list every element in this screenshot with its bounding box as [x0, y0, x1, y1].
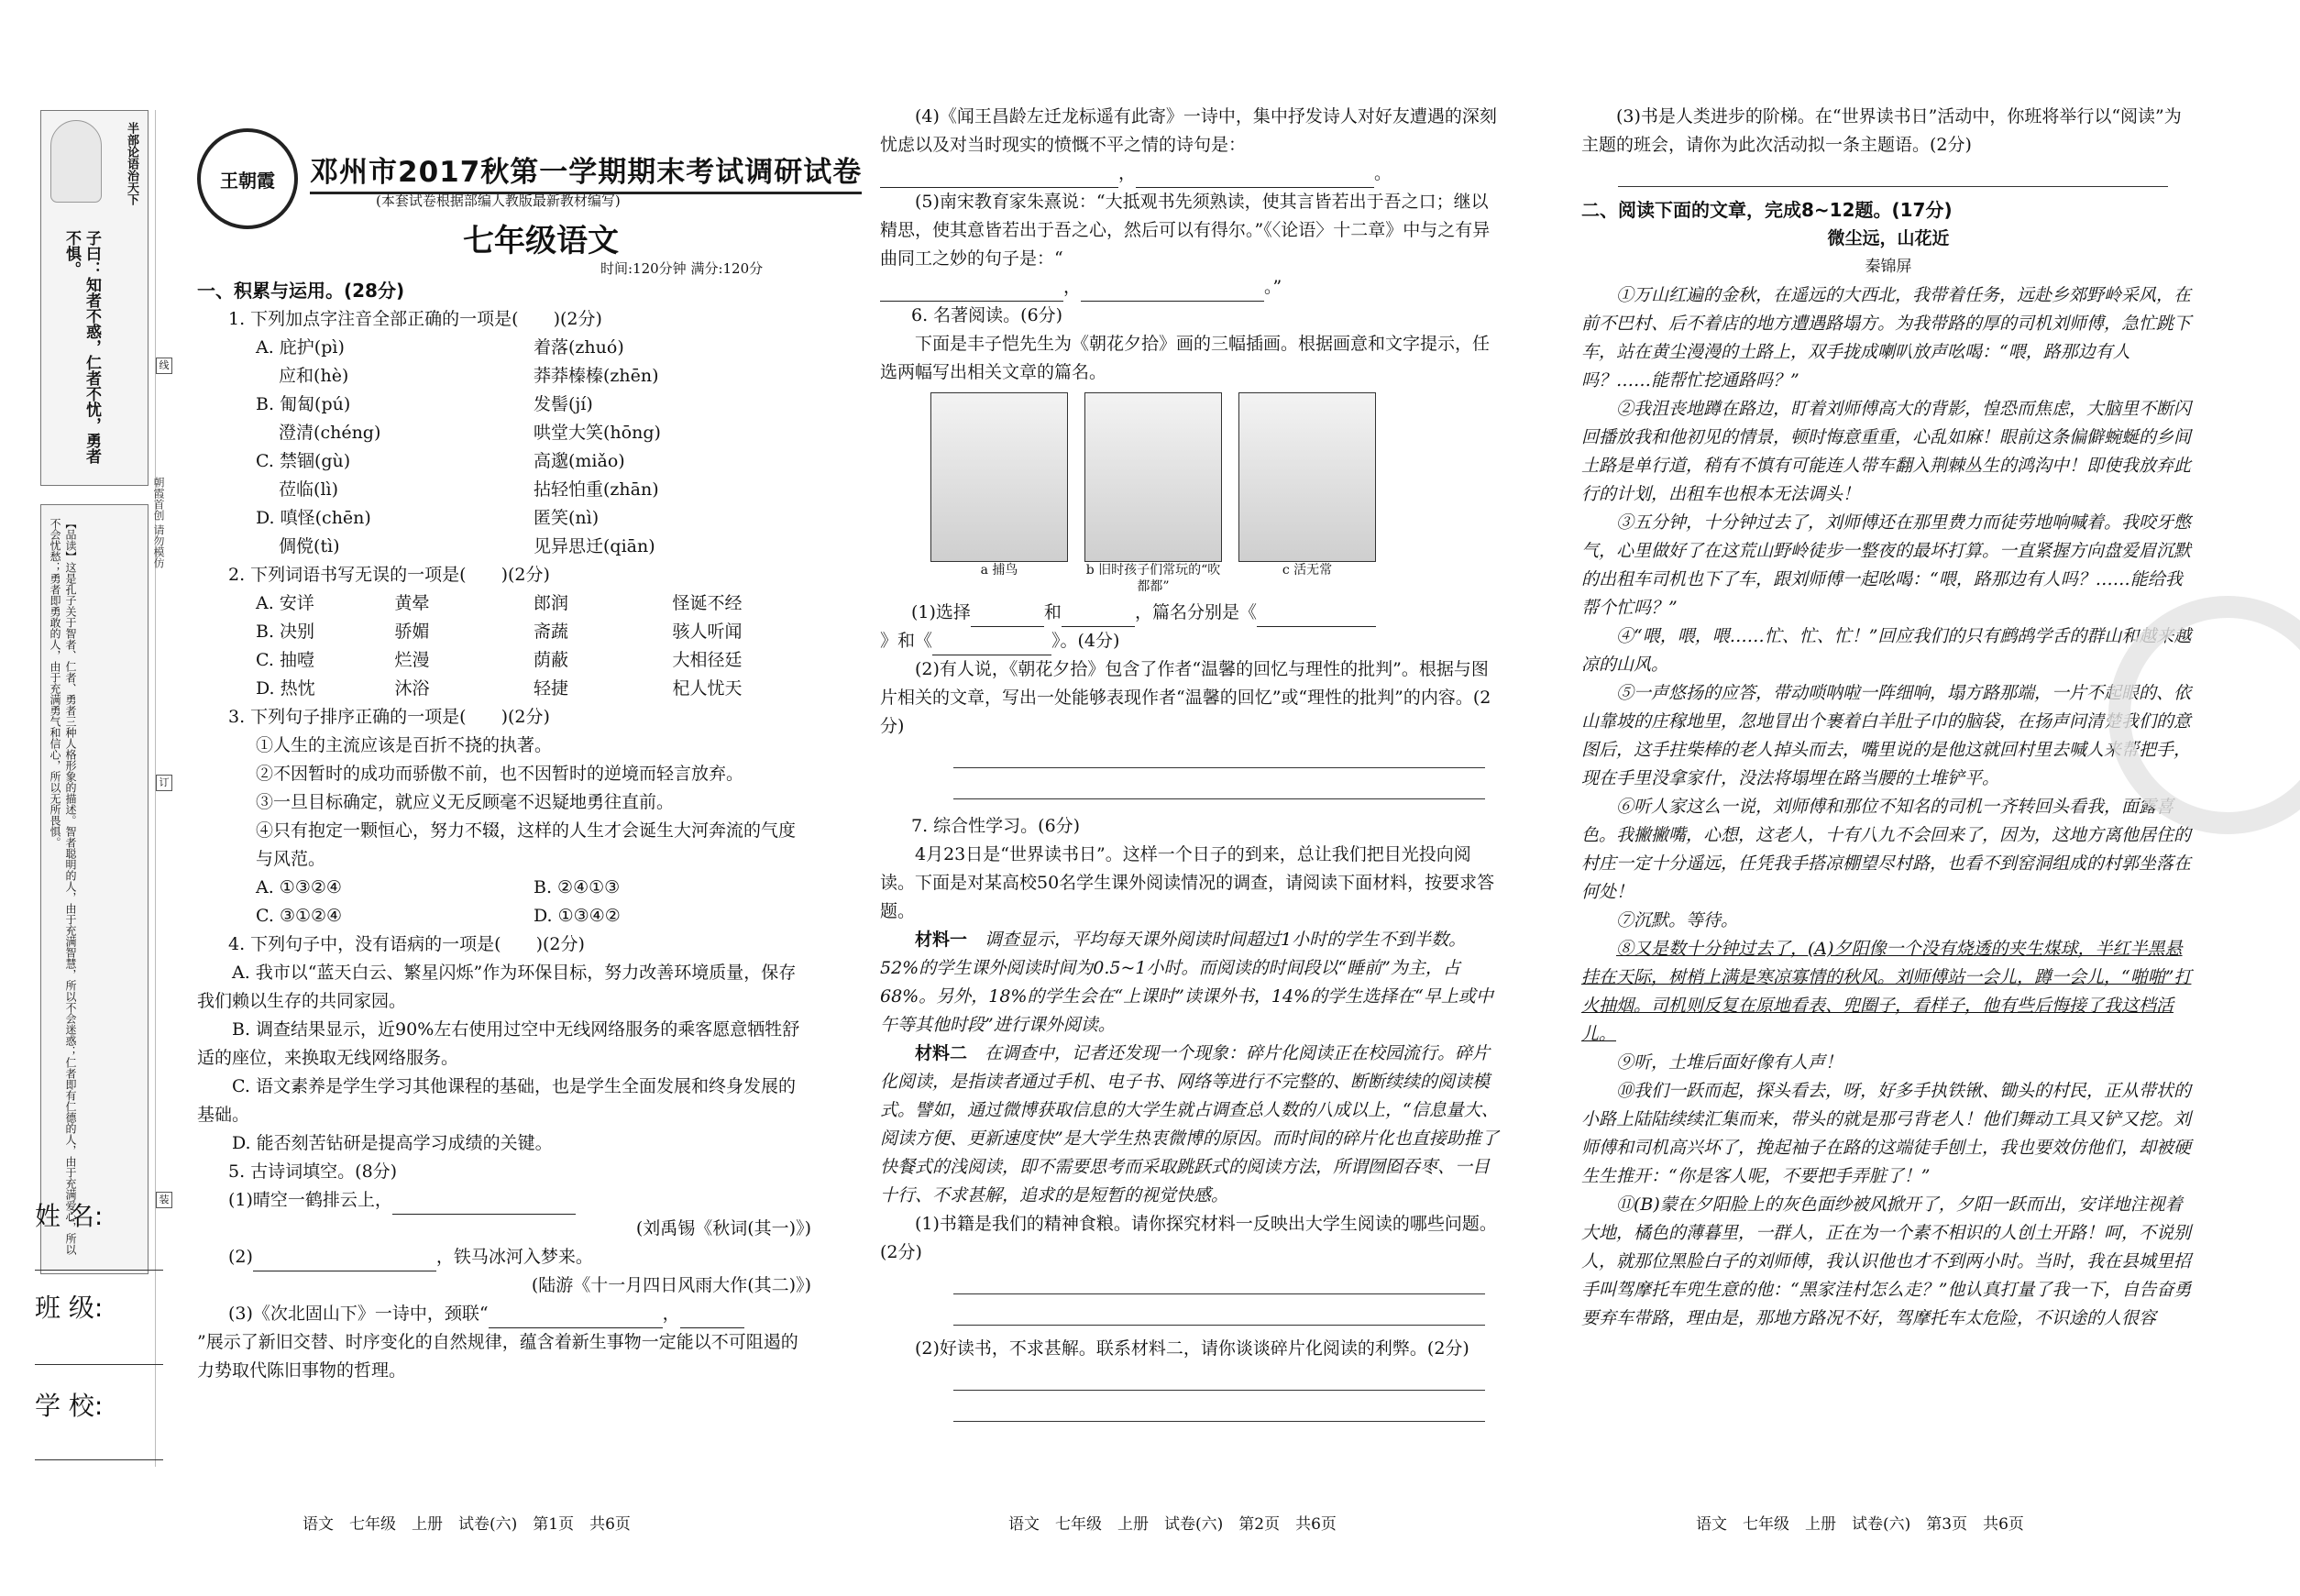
- class-field[interactable]: [35, 1364, 163, 1365]
- q4-opt-a: A. 我市以“蓝天白云、繁星闪烁”作为环保目标，努力改善环境质量，保存我们赖以生存的共同家园。: [197, 963, 797, 1011]
- q6-1-blank[interactable]: [1257, 607, 1376, 627]
- cut-line-note: 朝霞首创 请勿模仿: [152, 477, 165, 568]
- quote-box: [40, 110, 149, 486]
- article-paragraph: ⑦沉默。等待。: [1616, 910, 1739, 930]
- article-paragraph: ②我沮丧地蹲在路边，盯着刘师傅高大的背影，惶恐而焦虑，大脑里不断闪回播放我和他初见的情景，顿时悔意重重，心乱如麻！眼前这条偏僻蜿蜒的乡间土路是单行道，稍有不慎有可能连人带车翻入荆棘丛生的鸿沟中！即使我放弃此行的计划，出租车也根本无法调头！: [1581, 399, 2192, 504]
- q1-opt: 哄堂大笑(hōng): [534, 423, 661, 443]
- article-paragraph: ⑪(B)蒙在夕阳脸上的灰色面纱被风掀开了，夕阳一跃而出，安详地注视着大地，橘色的薄暮里，一群人，正在为一个素不相识的人创土开路！呵，不说别人，就那位黑脸白子的刘师傅，我认识他也才不到两小时。当时，我在县城里招手叫驾摩托车兜生意的他：“黑家洼村怎么走？”他认真打量了我一下，自告奋勇要弃车带路，理由是，那地方路况不好，驾摩托车太危险，不识途的人很容: [1581, 1194, 2192, 1328]
- q1-opt: 高邈(miǎo): [534, 451, 625, 471]
- q5-1-blank[interactable]: [392, 1194, 576, 1215]
- q3-sentence: ④只有抱定一颗恒心，努力不辍，这样的人生才会诞生大河奔流的气度与风范。: [256, 820, 797, 869]
- q6-intro: 下面是丰子恺先生为《朝花夕拾》画的三幅插画。根据画意和文字提示，任选两幅写出相关文章的篇名。: [880, 334, 1491, 382]
- exam-grade: 七年级语文: [463, 223, 619, 259]
- article-paragraph: ⑨听，土堆后面好像有人声！: [1616, 1052, 1843, 1073]
- q1-opt: B. 匍匐(pú): [256, 394, 351, 414]
- q5-stem: 5. 古诗词填空。(8分): [228, 1161, 398, 1182]
- q2-opt: 郎润: [534, 593, 569, 613]
- material-1: [880, 926, 1503, 1040]
- confucius-cartoon-icon: [50, 120, 102, 203]
- q3-opt: C. ③①②④: [256, 906, 343, 926]
- illustration-b-caption: b 旧时孩子们常玩的“吹都都”: [1085, 563, 1221, 594]
- q2-opt: 杞人忧天: [672, 678, 743, 699]
- q6-1-blank[interactable]: [1062, 607, 1135, 627]
- illustration-a: [930, 392, 1068, 562]
- q5-1-text: (1)晴空一鹤排云上，: [228, 1190, 392, 1210]
- q7-stem: 7. 综合性学习。(6分): [911, 816, 1081, 836]
- q2-opt: 斋蔬: [534, 622, 569, 642]
- q1-opt: 倜傥(tì): [256, 536, 340, 556]
- sidebar: [28, 110, 156, 1467]
- q5-3-text-b: ”展示了新旧交替、时序变化的自然规律，蕴含着新生事物一定能以不可阻遏的力势取代陈旧事物的哲理。: [197, 1332, 798, 1381]
- cut-marker-3: 装: [156, 1192, 172, 1208]
- name-label: 姓 名:: [35, 1201, 104, 1231]
- section-2-heading: 二、阅读下面的文章，完成8~12题。(17分): [1581, 199, 1953, 221]
- q2-opt: B. 决别: [256, 622, 315, 642]
- illustration-c: [1238, 392, 1376, 562]
- q5-5-text: (5)南宋教育家朱熹说：“大抵观书先须熟读，使其言皆若出于吾之口；继以精思，使其意皆若出于吾之心，然后可以有得尔。”《〈论语〉十二章》中与之有异曲同工之妙的句子是：“: [880, 192, 1491, 269]
- q4-opt-b: B. 调查结果显示，近90%左右使用过空中无线网络服务的乘客愿意牺牲舒适的座位，来换取无线网络服务。: [197, 1019, 800, 1068]
- q7-2-text: (2)好读书，不求甚解。联系材料二，请你谈谈碎片化阅读的利弊。(2分): [915, 1338, 1469, 1359]
- q1-options: [197, 334, 811, 561]
- q6-1-blank[interactable]: [971, 607, 1044, 627]
- illustrations: [930, 392, 1503, 595]
- answer-line[interactable]: [953, 1394, 1485, 1422]
- q7-1-text: (1)书籍是我们的精神食粮。请你探究材料一反映出大学生阅读的哪些问题。(2分): [880, 1214, 1497, 1262]
- q5-5-blank[interactable]: [880, 281, 1063, 302]
- q3-stem: 3. 下列句子排序正确的一项是( )(2分): [228, 707, 550, 727]
- q3-opt: B. ②④①③: [534, 877, 621, 897]
- answer-line[interactable]: [1618, 160, 2168, 187]
- q4-opt-d: D. 能否刻苦钻研是提高学习成绩的关键。: [232, 1133, 553, 1153]
- answer-line[interactable]: [953, 741, 1485, 768]
- q2-opt: C. 抽噎: [256, 650, 314, 670]
- q1-opt: D. 嗔怪(chēn): [256, 508, 371, 528]
- q2-opt: D. 热忱: [256, 678, 315, 699]
- class-label: 班 级:: [35, 1293, 104, 1323]
- q2-options: [197, 589, 811, 703]
- material-2-label: 材料二: [915, 1043, 968, 1063]
- q1-opt: C. 禁锢(gù): [256, 451, 351, 471]
- illustration-a-caption: a 捕鸟: [980, 563, 1018, 578]
- school-field[interactable]: [35, 1459, 163, 1460]
- q5-4-blank[interactable]: [880, 168, 1118, 188]
- q5-2-label: (2): [228, 1247, 253, 1267]
- q5-4-blank[interactable]: [1136, 168, 1374, 188]
- q2-opt: 荫蔽: [534, 650, 569, 670]
- q6-1-text: 》。(4分): [1051, 631, 1120, 651]
- q1-opt: 着落(zhuó): [534, 337, 624, 358]
- q7-3-text: (3)书是人类进步的阶梯。在“世界读书日”活动中，你班将举行以“阅读”为主题的班会，请你为此次活动拟一条主题语。(2分): [1581, 106, 2182, 155]
- q5-2-text: ，铁马冰河入梦来。: [435, 1247, 593, 1267]
- q2-opt: 轻捷: [534, 678, 569, 699]
- answer-line[interactable]: [953, 1267, 1485, 1294]
- q7-intro: 4月23日是“世界读书日”。这样一个日子的到来，总让我们把目光投向阅读。下面是对某高校50名学生课外阅读情况的调查，请阅读下面材料，按要求答题。: [880, 844, 1495, 921]
- q5-3-blank[interactable]: [680, 1308, 744, 1328]
- footer-page-1: 语文 七年级 上册 试卷(六) 第1页 共6页: [303, 1515, 631, 1534]
- column-3: [1581, 103, 2195, 1333]
- material-2: [880, 1040, 1503, 1210]
- q6-1-text: 和: [1043, 602, 1062, 622]
- q3-sentence: ③一旦目标确定，就应义无反顾毫不迟疑地勇往直前。: [256, 792, 675, 812]
- q1-opt: 应和(hè): [256, 366, 349, 386]
- material-1-label: 材料一: [915, 930, 968, 950]
- q5-2-blank[interactable]: [253, 1251, 436, 1271]
- school-label: 学 校:: [35, 1391, 104, 1421]
- article-author: 秦锦屏: [1865, 258, 1912, 276]
- article-paragraph: ⑤一声悠扬的应答，带动唢呐啦一阵细响，塌方路那端，一片不起眼的、依山靠坡的庄稼地里，忽地冒出个裹着白羊肚子巾的脑袋，在扬声问清楚我们的意图后，这手拄柴棒的老人掉头而去，嘴里说的是他这就回村里去喊人来帮把手，现在手里没拿家什，没法将塌埋在路当腰的土堆铲平。: [1581, 683, 2192, 788]
- q1-opt: 见异思迁(qiān): [534, 536, 655, 556]
- illustration-c-caption: c 活无常: [1282, 563, 1333, 578]
- q2-opt: 大相径廷: [672, 650, 743, 670]
- q4-stem: 4. 下列句子中，没有语病的一项是( )(2分): [228, 934, 585, 954]
- article-paragraph: ⑥听人家这么一说，刘师傅和那位不知名的司机一齐转回头看我，面露喜色。我撇撇嘴，心想，这老人，十有八九不会回来了，因为，这地方离他居住的村庄一定十分遥远，任凭我手搭凉棚望尽村路，也看不到窑洞组成的村郭坐落在何处！: [1581, 797, 2192, 902]
- q3-opt: A. ①③②④: [256, 877, 342, 897]
- q5-4-text: (4)《闻王昌龄左迁龙标遥有此寄》一诗中，集中抒发诗人对好友遭遇的深刻忧虑以及对当时现实的愤慨不平之情的诗句是：: [880, 106, 1497, 155]
- material-1-text: 调查显示，平均每天课外阅读时间超过1小时的学生不到半数。52%的学生课外阅读时间为0.5~1小时。而阅读的时间段以“睡前”为主，占68%。另外，18%的学生会在“上课时”读课外书，14%的学生选择在“早上或中午等其他时段”进行课外阅读。: [880, 930, 1493, 1035]
- publisher-logo: 王朝霞: [197, 128, 298, 229]
- q2-opt: 骄媚: [394, 622, 430, 642]
- article-paragraph: ⑩我们一跃而起，探头看去，呀，好多手执铁锹、锄头的村民，正从带状的小路上陆陆续续汇集而来，带头的就是那弓背老人！他们舞动工具又铲又挖。刘师傅和司机高兴坏了，挽起袖子在路的这端徒手刨土，我也要效仿他们，却被硬生生推开：“你是客人呢，不要把手弄脏了！”: [1581, 1081, 2192, 1186]
- q3-opt: D. ①③④②: [534, 906, 621, 926]
- pindu-box: [40, 504, 149, 1274]
- cut-marker-1: 线: [156, 358, 172, 374]
- article-paragraph: ④“喂，喂，喂……忙、忙、忙！”回应我们的只有鹧鸪学舌的群山和越来越凉的山风。: [1581, 626, 2192, 675]
- q6-1-blank[interactable]: [932, 635, 1051, 655]
- article-title: 微尘远，山花近: [1827, 228, 1950, 248]
- q1-opt: 匿笑(nì): [534, 508, 600, 528]
- q2-opt: 烂漫: [394, 650, 430, 670]
- q2-opt: A. 安详: [256, 593, 314, 613]
- cut-marker-2: 订: [156, 775, 172, 791]
- q2-stem: 2. 下列词语书写无误的一项是( )(2分): [228, 565, 550, 585]
- material-2-text: 在调查中，记者还发现一个现象：碎片化阅读正在校园流行。碎片化阅读，是指读者通过手机、电子书、网络等进行不完整的、断断续续的阅读模式。譬如，通过微博获取信息的大学生就占调查总人数的八成以上，“信息量大、阅读方便、更新速度快”是大学生热衷微博的原因。而时间的碎片化也直接助推了快餐式的浅阅读，即不需要思考而采取跳跃式的阅读方法，所谓囫囵吞枣、一目十行、不求甚解，追求的是短暂的视觉快感。: [880, 1043, 1499, 1205]
- exam-title: 邓州市2017秋第一学期期末考试调研试卷: [310, 149, 862, 194]
- q5-1-source: (刘禹锡《秋词(其一)》): [635, 1218, 811, 1238]
- exam-subtitle: (本套试卷根据部编人教版最新教材编写): [376, 193, 621, 209]
- q5-2-source: (陆游《十一月四日风雨大作(其二)》): [531, 1275, 811, 1295]
- q2-opt: 骇人听闻: [672, 622, 743, 642]
- q2-opt: 黄晕: [394, 593, 430, 613]
- column-2: (4)《闻王昌龄左迁龙标遥有此寄》一诗中，集中抒发诗人对好友遭遇的深刻忧虑以及对当时现实的愤慨不平之情的诗句是： ， 。 (5)南宋教育家朱熹说：“大抵观书先须熟读，使其言皆若出于吾之口；继以精思，使其意皆若出于吾之心，然后可以有得尔。”《〈论语〉十二章》中与之有异曲同工之妙的句子是：“ ， 。” 6. 名著阅读。(6分) 下面是丰子恺先生为《朝花夕拾》画的三幅插画。根据画意和文字提示，任选两幅写出相关文章的篇名。 a 捕鸟 b 旧时孩子们常玩的“吹都都” c 活无常 (1)选择 和 ，篇名分别是《 》和《 》。(4分) (2)有人说，《朝花夕拾》包含了作者“温馨的回忆与理性的批判”。根据与图片相关的文章，写出一处能够表现作者“温馨的回忆”或“理性的批判”的内容。(2分) 7. 综合性学习。(6分) 4月23日是“世界读书日”。这样一个日子的到来，总让我们把目光投向阅读。下面是对某高校50名学生课外阅读情况的调查，请阅读下面材料，按要求答题。 材料一 调查显示，平均每天课外阅读时间超过1小时的学生不到半数。52%的学生课外阅读时间为0.5~1小时。而阅读的时间段以“睡前”为主，占68%。另外，18%的学生会在“上课时”读课外书，14%的学生选择在“早上或中午等其他时段”进行课外阅读。 材料二 在调查中，记者还发现一个现象：碎片化阅读正在校园流行。碎片化阅读，是指读者通过手机、电子书、网络等进行不完整的、断断续续的阅读模式。譬如，通过微博获取信息的大学生就占调查总人数的八成以上，“信息量大、阅读方便、更新速度快”是大学生热衷微博的原因。而时间的碎片化也直接助推了快餐式的浅阅读，即不需要思考而采取跳跃式的阅读方法，所谓囫囵吞枣、一目十行、不求甚解，追求的是短暂的视觉快感。 (1)书籍是我们的精神食粮。请你探究材料一反映出大学生阅读的哪些问题。(2分) (2)好读书，不求甚解。联系材料二，请你谈谈碎片化阅读的利弊。(2分): [880, 103, 1503, 1425]
- q6-2-text: (2)有人说，《朝花夕拾》包含了作者“温馨的回忆与理性的批判”。根据与图片相关的文章，写出一处能够表现作者“温馨的回忆”或“理性的批判”的内容。(2分): [880, 659, 1491, 736]
- exam-time: 时间:120分钟 满分:120分: [600, 260, 764, 277]
- q3-sentence: ②不因暂时的成功而骄傲不前，也不因暂时的逆境而轻言放弃。: [256, 764, 744, 784]
- q3-sentence: ①人生的主流应该是百折不挠的执著。: [256, 735, 553, 755]
- pindu-text: 【品读】这是孔子关于智者、仁者、勇者三种人格形象的描述。智者聪明的人，由于充满智慧，所以不会迷惑；仁者即有仁德的人，由于充满爱心，所以不会忧愁；勇者即勇敢的人，由于充满勇气和信心，所以无所畏惧。: [49, 518, 77, 1255]
- name-field[interactable]: [35, 1270, 163, 1271]
- sidebar-title: 半部论语治天下: [125, 122, 138, 205]
- q6-1-text: (1)选择: [911, 602, 971, 622]
- q4-opt-c: C. 语文素养是学生学习其他课程的基础，也是学生全面发展和终身发展的基础。: [197, 1076, 796, 1125]
- q5-5-blank[interactable]: [1081, 281, 1264, 302]
- answer-line[interactable]: [953, 1298, 1485, 1326]
- q6-1-text: ，篇名分别是《: [1134, 602, 1257, 622]
- q1-opt: 莽莽榛榛(zhēn): [534, 366, 659, 386]
- illustration-b: [1084, 392, 1222, 562]
- q6-stem: 6. 名著阅读。(6分): [911, 305, 1063, 325]
- q3-options: [197, 874, 811, 930]
- article-paragraph: ③五分钟，十分钟过去了，刘师傅还在那里费力而徒劳地响喊着。我咬牙憋气，心里做好了在这荒山野岭徒步一整夜的最坏打算。一直紧握方向盘爱眉沉默的出租车司机也下了车，跟刘师傅一起吆喝：“喂，路那边有人吗？……能给我帮个忙吗？”: [1581, 512, 2192, 618]
- q2-opt: 沐浴: [394, 678, 430, 699]
- q1-stem: 1. 下列加点字注音全部正确的一项是( )(2分): [228, 309, 602, 329]
- q2-opt: 怪诞不经: [672, 593, 743, 613]
- q1-opt: 发髻(jí): [534, 394, 593, 414]
- q1-opt: 澄清(chéng): [256, 423, 381, 443]
- article-paragraph: ①万山红遍的金秋，在遥远的大西北，我带着任务，远赴乡郊野岭采风，在前不巴村、后不着店的地方遭遇路塌方。为我带路的厚的司机刘师傅，急忙跳下车，站在黄尘漫漫的土路上，双手拢成喇叭放声吆喝：“喂，路那边有人吗？……能帮忙挖通路吗？”: [1581, 285, 2192, 391]
- q1-opt: A. 庇护(pì): [256, 337, 345, 358]
- footer-page-2: 语文 七年级 上册 试卷(六) 第2页 共6页: [1008, 1515, 1337, 1534]
- q1-opt: 莅临(lì): [256, 479, 339, 500]
- sidebar-quote: 子曰：知者不惑，仁者不忧，勇者不惧。: [62, 230, 101, 464]
- footer-page-3: 语文 七年级 上册 试卷(六) 第3页 共6页: [1696, 1515, 2024, 1534]
- q5-3-blank[interactable]: [489, 1308, 663, 1328]
- column-1: 一、积累与运用。(28分) 1. 下列加点字注音全部正确的一项是( )(2分) A. 庇护(pì) 着落(zhuó) 应和(hè) 莽莽榛榛(zhēn) B. 匍匐(pú) 发髻(jí) 澄清(chéng) 哄堂大笑(hōng) C. 禁锢(gù) 高邈(miǎo) 莅临(lì) 拈轻怕重(zhān) D. 嗔怪(chēn) 匿笑(nì) 倜傥(tì) 见异思迁(qiān) 2. 下列词语书写无误的一项是( )(2分) A. 安详 黄晕 郎润 怪诞不经 B. 决别 骄媚 斋蔬 骇人听闻 C. 抽噎 烂漫 荫蔽 大相径廷 D. 热忱 沐浴 轻捷 杞人忧天 3. 下列句子排序正确的一项是( )(2分) ①人生的主流应该是百折不挠的执著。 ②不因暂时的成功而骄傲不前，也不因暂时的逆境而轻言放弃。 ③一旦目标确定，就应义无反顾毫不迟疑地勇往直前。 ④只有抱定一颗恒心，努力不辍，这样的人生才会诞生大河奔流的气度与风范。 A. ①③②④ B. ②④①③ C. ③①②④ D. ①③④② 4. 下列句子中，没有语病的一项是( )(2分) A. 我市以“蓝天白云、繁星闪烁”作为环保目标，努力改善环境质量，保存我们赖以生存的共同家园。 B. 调查结果显示，近90%左右使用过空中无线网络服务的乘客愿意牺牲舒适的座位，来换取无线网络服务。 C. 语文素养是学生学习其他课程的基础，也是学生全面发展和终身发展的基础。 D. 能否刻苦钻研是提高学习成绩的关键。 5. 古诗词填空。(8分) (1)晴空一鹤排云上， (刘禹锡《秋词(其一)》) (2) ，铁马冰河入梦来。 (陆游《十一月四日风雨大作(其二)》) (3)《次北固山下》一诗中，颈联“ ， ”展示了新旧交替、时序变化的自然规律，蕴含着新生事物一定能以不可阻遏的力势取代陈旧事物的哲理。: [197, 277, 811, 1385]
- section-1-heading: 一、积累与运用。(28分): [197, 280, 405, 302]
- answer-line[interactable]: [953, 1363, 1485, 1391]
- q6-1-text: 》和《: [880, 631, 933, 651]
- article-paragraph: ⑧又是数十分钟过去了，(A)夕阳像一个没有烧透的夹生煤球，半红半黑悬挂在天际，树梢上满是寒凉寡情的秋风。刘师傅站一会儿，蹲一会儿，“啪啪”打火抽烟。司机则反复在原地看表、兜圈子，看样子，他有些后悔接了我这档活儿。: [1581, 939, 2192, 1044]
- answer-line[interactable]: [953, 772, 1485, 799]
- q1-opt: 拈轻怕重(zhān): [534, 479, 659, 500]
- q5-3-text: (3)《次北固山下》一诗中，颈联“: [228, 1304, 489, 1324]
